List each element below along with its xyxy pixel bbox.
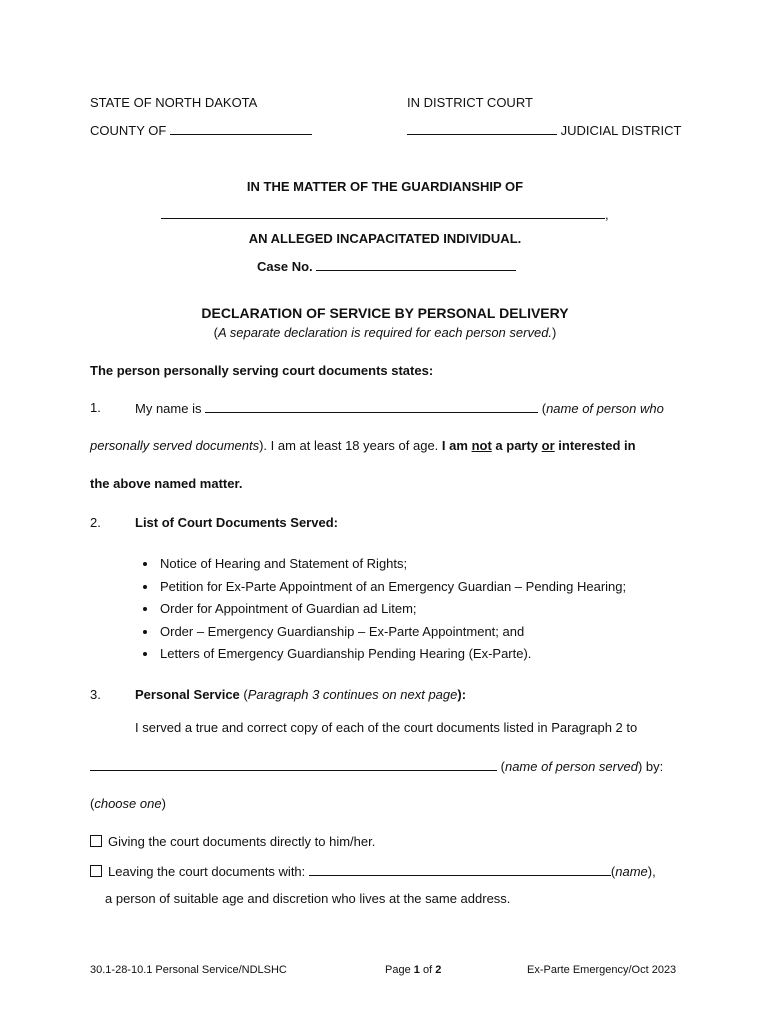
para3-body: I served a true and correct copy of each of the court documents listed in Paragraph 2 to (135, 720, 638, 735)
para1-number: 1. (90, 400, 101, 415)
district-line (407, 122, 681, 139)
documents-list (130, 553, 626, 666)
recipient-paren-close: ), (647, 864, 656, 879)
recipient-paren-open: ( (610, 864, 616, 879)
para2-number: 2. (90, 515, 101, 530)
served-person-blank[interactable] (90, 758, 497, 771)
server-name-blank[interactable] (205, 400, 538, 413)
county-blank[interactable] (170, 122, 312, 135)
choose-one-text: choose one (94, 796, 162, 811)
server-name-hint-cont: personally served documents (90, 438, 260, 453)
para3-heading: Personal Service (135, 687, 240, 702)
subtitle-close: ) (552, 325, 557, 340)
option-direct (90, 834, 375, 850)
court-name: IN DISTRICT COURT (407, 95, 533, 110)
county-line (90, 122, 312, 139)
para1-prefix: My name is (135, 401, 202, 416)
list-item: • Letters of Emergency Guardianship Pending Hearing (Ex-Parte). (158, 643, 626, 666)
para2-heading: List of Court Documents Served: (135, 515, 338, 530)
subtitle-open: ( (213, 325, 218, 340)
para1-line3: the above named matter. (90, 476, 243, 491)
para1-bold-not: not (471, 438, 492, 453)
ward-name-line (161, 206, 609, 223)
footer-form-id: 30.1-28-10.1 Personal Service/NDLSHC (90, 964, 287, 976)
para1-bold-party: a party (495, 438, 539, 453)
served-person-hint: name of person served (504, 759, 638, 774)
ward-comma: , (605, 207, 609, 222)
recipient-name-hint: name (615, 864, 648, 879)
county-label: COUNTY OF (90, 123, 167, 138)
document-title: DECLARATION OF SERVICE BY PERSONAL DELIVERY (201, 305, 569, 321)
para1-bold-or: or (541, 438, 555, 453)
page-total: 2 (435, 964, 442, 976)
list-item: • Notice of Hearing and Statement of Rights; (158, 553, 626, 576)
matter-heading: IN THE MATTER OF THE GUARDIANSHIP OF (246, 179, 524, 194)
served-paren-close: ) by: (637, 759, 664, 774)
case-number-blank[interactable] (316, 258, 516, 271)
state-name: STATE OF NORTH DAKOTA (90, 95, 258, 110)
para1-bold-interested: interested in (558, 438, 636, 453)
footer-edition: Ex-Parte Emergency/Oct 2023 (527, 964, 677, 976)
list-item: • Order – Emergency Guardianship – Ex-Parte Appointment; and (158, 621, 626, 644)
choose-paren-open: ( (90, 796, 95, 811)
para1-age-statement: ). I am at least 18 years of age. (259, 438, 439, 453)
option-leave-continuation: a person of suitable age and discretion who lives at the same address. (105, 891, 511, 906)
recipient-name-blank[interactable] (309, 863, 611, 876)
ward-name-blank[interactable] (161, 206, 605, 219)
server-name-hint: name of person who (546, 401, 664, 416)
alleged-heading: AN ALLEGED INCAPACITATED INDIVIDUAL. (248, 231, 522, 246)
para3-heading-line (135, 687, 466, 703)
option-leave-label: Leaving the court documents with: (108, 864, 306, 879)
para1-line1 (135, 400, 664, 417)
district-blank[interactable] (407, 122, 557, 135)
para1-paren: ( (541, 401, 547, 416)
page-of: of (422, 964, 433, 976)
served-paren-open: ( (500, 759, 505, 774)
para3-paren-open: ( (243, 687, 248, 702)
option-leave (90, 863, 656, 880)
case-number-label: Case No. (257, 259, 313, 274)
checkbox-direct[interactable] (90, 835, 102, 847)
footer-page-number (385, 962, 441, 978)
choose-one-note (90, 796, 166, 812)
district-label: JUDICIAL DISTRICT (560, 123, 682, 138)
choose-paren-close: ) (161, 796, 166, 811)
case-number-line (257, 258, 516, 275)
checkbox-leave[interactable] (90, 865, 102, 877)
intro-statement: The person personally serving court documents states: (90, 363, 434, 378)
option-direct-label: Giving the court documents directly to him/her. (108, 834, 376, 849)
para1-bold-a: I am (441, 438, 468, 453)
subtitle-text: A separate declaration is required for each person served. (217, 325, 553, 340)
page-current: 1 (413, 964, 420, 976)
page-word: Page (385, 964, 411, 976)
para3-continues-note: Paragraph 3 continues on next page (247, 687, 458, 702)
para1-line2 (90, 438, 636, 454)
document-subtitle (0, 325, 770, 341)
para3-paren-close: ): (457, 687, 467, 702)
list-item: • Petition for Ex-Parte Appointment of an Emergency Guardian – Pending Hearing; (158, 576, 626, 599)
served-person-line (90, 758, 663, 775)
list-item: • Order for Appointment of Guardian ad Litem; (158, 598, 626, 621)
para3-number: 3. (90, 687, 101, 702)
